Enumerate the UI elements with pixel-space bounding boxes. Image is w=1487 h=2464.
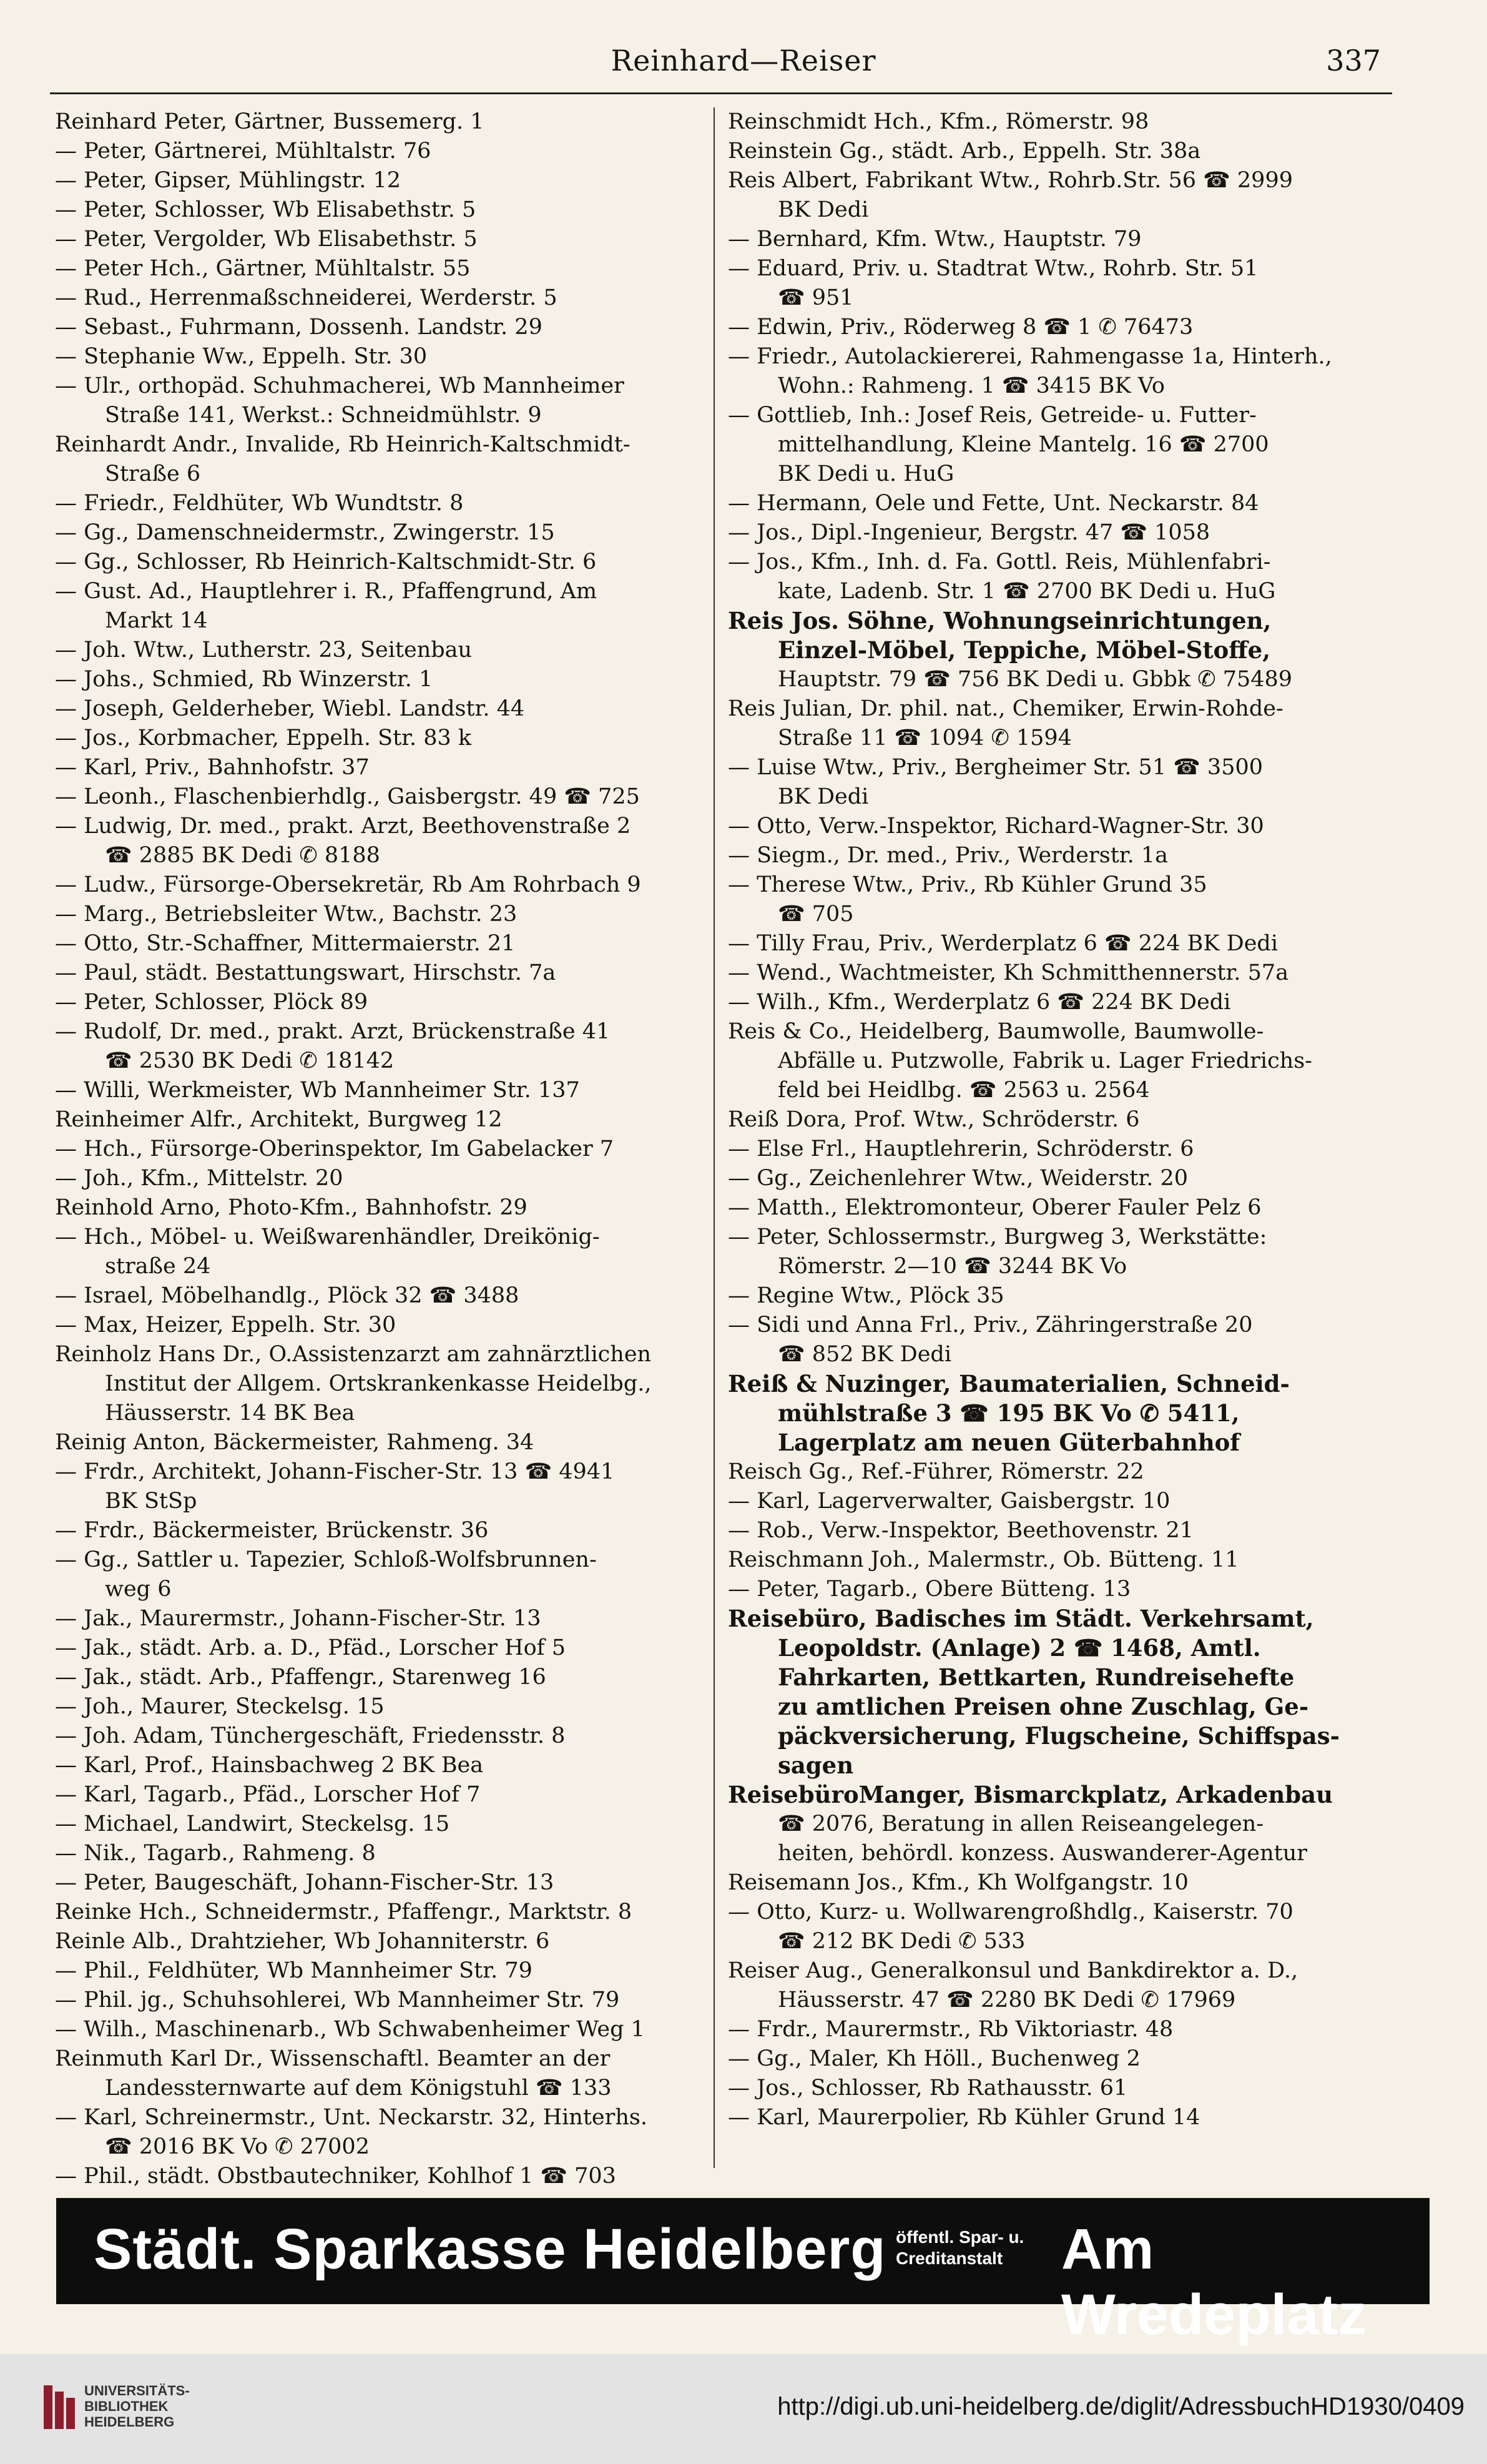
directory-entry: Reinheimer Alfr., Architekt, Burgweg 12 [55,1107,503,1132]
directory-entry: — Peter, Gärtnerei, Mühltalstr. 76 [55,139,431,164]
directory-entry: sagen [778,1752,854,1779]
directory-entry: — Nik., Tagarb., Rahmeng. 8 [55,1841,376,1866]
directory-entry: — Siegm., Dr. med., Priv., Werderstr. 1a [728,843,1169,868]
banner-small-line-2: Creditanstalt [896,2249,1003,2268]
directory-entry: ☎ 705 [778,902,854,927]
directory-entry: — Peter, Vergolder, Wb Elisabethstr. 5 [55,227,478,252]
page-title: Reinhard—Reiser [611,44,876,77]
directory-entry: — Karl, Tagarb., Pfäd., Lorscher Hof 7 [55,1782,481,1807]
directory-entry: Straße 11 ☎ 1094 ✆ 1594 [778,726,1072,751]
directory-entry: — Regine Wtw., Plöck 35 [728,1283,1004,1308]
directory-entry: — Jos., Dipl.-Ingenieur, Bergstr. 47 ☎ 1058 [728,520,1210,545]
directory-entry: Reinig Anton, Bäckermeister, Rahmeng. 34 [55,1430,534,1455]
directory-entry: — Gg., Schlosser, Rb Heinrich-Kaltschmidt-Str. 6 [55,549,597,574]
directory-entry: Reis & Co., Heidelberg, Baumwolle, Baumwolle- [728,1019,1264,1044]
directory-entry: — Edwin, Priv., Röderweg 8 ☎ 1 ✆ 76473 [728,315,1194,340]
directory-entry: — Bernhard, Kfm. Wtw., Hauptstr. 79 [728,227,1142,252]
directory-entry: Reinhardt Andr., Invalide, Rb Heinrich-Kaltschmidt- [55,432,631,457]
logo-line-1: UNIVERSITÄTS- [84,2383,190,2398]
directory-entry: Reinhold Arno, Photo-Kfm., Bahnhofstr. 29 [55,1195,528,1220]
directory-entry: — Jos., Schlosser, Rb Rathausstr. 61 [728,2076,1128,2101]
directory-entry: — Wend., Wachtmeister, Kh Schmitthennerstr. 57a [728,960,1289,985]
directory-entry: BK Dedi [778,197,869,222]
directory-entry: mittelhandlung, Kleine Mantelg. 16 ☎ 2700 [778,432,1269,457]
directory-entry: ☎ 212 BK Dedi ✆ 533 [778,1929,1026,1954]
directory-entry: — Stephanie Ww., Eppelh. Str. 30 [55,344,428,369]
directory-entry: ☎ 951 [778,285,854,310]
directory-entry: — Matth., Elektromonteur, Oberer Fauler Pelz 6 [728,1195,1262,1220]
viewer-footer [0,2354,1487,2464]
directory-entry: — Rob., Verw.-Inspektor, Beethovenstr. 21 [728,1518,1194,1543]
banner-address-text: Am Wredeplatz [1061,2217,1367,2347]
directory-entry: — Michael, Landwirt, Steckelsg. 15 [55,1811,450,1836]
directory-entry: — Paul, städt. Bestattungswart, Hirschstr. 7a [55,960,556,985]
directory-entry: — Gust. Ad., Hauptlehrer i. R., Pfaffengrund, Am [55,579,597,604]
directory-entry: — Gg., Maler, Kh Höll., Buchenweg 2 [728,2046,1141,2071]
directory-entry: BK StSp [105,1489,197,1514]
directory-entry: — Friedr., Feldhüter, Wb Wundtstr. 8 [55,491,464,516]
banner-main-text: Städt. Sparkasse Heidelberg [94,2217,886,2281]
directory-entry: — Joseph, Gelderheber, Wiebl. Landstr. 44 [55,696,525,721]
directory-entry: Reinke Hch., Schneidermstr., Pfaffengr., Marktstr. 8 [55,1900,632,1924]
directory-entry: — Sebast., Fuhrmann, Dossenh. Landstr. 29 [55,315,542,340]
directory-entry: Häusserstr. 14 BK Bea [105,1401,355,1426]
directory-entry: Reischmann Joh., Malermstr., Ob. Bütteng. 11 [728,1547,1239,1572]
directory-entry: — Eduard, Priv. u. Stadtrat Wtw., Rohrb. Str. 51 [728,256,1259,281]
directory-entry: ☎ 2530 BK Dedi ✆ 18142 [105,1048,395,1073]
directory-entry: mühlstraße 3 ☎ 195 BK Vo ✆ 5411, [778,1399,1240,1427]
directory-entry: Landessternwarte auf dem Königstuhl ☎ 133 [105,2076,612,2101]
banner-small-text [896,2227,1024,2269]
directory-entry: — Phil., Feldhüter, Wb Mannheimer Str. 79 [55,1958,532,1983]
directory-entry: — Peter, Baugeschäft, Johann-Fischer-Str. 13 [55,1870,554,1895]
directory-entry: — Jos., Kfm., Inh. d. Fa. Gottl. Reis, Mühlenfabri- [728,549,1271,574]
directory-entry: — Otto, Verw.-Inspektor, Richard-Wagner-Str. 30 [728,814,1264,839]
directory-entry: — Peter, Schlosser, Wb Elisabethstr. 5 [55,197,476,222]
directory-entry: Reis Albert, Fabrikant Wtw., Rohrb.Str. 56 ☎ 2999 [728,168,1293,193]
directory-entry: — Else Frl., Hauptlehrerin, Schröderstr. 6 [728,1136,1194,1161]
directory-entry: — Karl, Schreinermstr., Unt. Neckarstr. 32, Hinterhs. [55,2105,647,2130]
university-logo-text [84,2383,190,2430]
directory-entry: — Wilh., Kfm., Werderplatz 6 ☎ 224 BK Dedi [728,990,1231,1015]
directory-entry: — Sidi und Anna Frl., Priv., Zähringerstraße 20 [728,1313,1253,1338]
directory-entry: Reinhard Peter, Gärtner, Bussemerg. 1 [55,109,484,134]
directory-entry: — Frdr., Bäckermeister, Brückenstr. 36 [55,1518,489,1543]
directory-entry: — Rud., Herrenmaßschneiderei, Werderstr. 5 [55,285,557,310]
directory-entry: Reisebüro, Badisches im Städt. Verkehrsamt, [728,1605,1314,1632]
directory-entry: Reinschmidt Hch., Kfm., Römerstr. 98 [728,109,1149,134]
directory-entry: päckversicherung, Flugscheine, Schiffspas- [778,1722,1340,1750]
directory-entry: — Jak., Maurermstr., Johann-Fischer-Str. 13 [55,1606,541,1631]
directory-entry: — Karl, Prof., Hainsbachweg 2 BK Bea [55,1753,484,1778]
directory-entry: Wohn.: Rahmeng. 1 ☎ 3415 BK Vo [778,373,1165,398]
directory-entry: Reis Julian, Dr. phil. nat., Chemiker, Erwin-Rohde- [728,696,1283,721]
directory-entry: — Phil. jg., Schuhsohlerei, Wb Mannheimer Str. 79 [55,1988,620,2013]
logo-line-2: BIBLIOTHEK [84,2398,169,2414]
directory-entry: — Ludw., Fürsorge-Obersekretär, Rb Am Rohrbach 9 [55,872,641,897]
directory-entry: ReisebüroManger, Bismarckplatz, Arkadenbau [728,1781,1333,1808]
directory-entry: — Jak., städt. Arb., Pfaffengr., Starenweg 16 [55,1665,546,1690]
directory-entry: feld bei Heidlbg. ☎ 2563 u. 2564 [778,1078,1150,1103]
directory-entry: — Gottlieb, Inh.: Josef Reis, Getreide- u. Futter- [728,403,1257,428]
directory-entry: — Hch., Möbel- u. Weißwarenhändler, Dreikönig- [55,1225,600,1249]
directory-entry: — Willi, Werkmeister, Wb Mannheimer Str. 137 [55,1078,580,1103]
directory-entry: — Therese Wtw., Priv., Rb Kühler Grund 35 [728,872,1207,897]
directory-entry: — Leonh., Flaschenbierhdlg., Gaisbergstr. 49 ☎ 725 [55,784,640,809]
directory-entry: Institut der Allgem. Ortskrankenkasse Heidelbg., [105,1371,652,1396]
directory-entry: Reinmuth Karl Dr., Wissenschaftl. Beamter an der [55,2046,611,2071]
directory-entry: — Joh. Wtw., Lutherstr. 23, Seitenbau [55,638,473,663]
directory-entry: — Wilh., Maschinenarb., Wb Schwabenheimer Weg 1 [55,2017,645,2042]
directory-entry: — Peter, Schlosser, Plöck 89 [55,990,368,1015]
directory-entry: Lagerplatz am neuen Güterbahnhof [778,1429,1240,1456]
university-logo-icon [44,2385,75,2429]
directory-entry: Leopoldstr. (Anlage) 2 ☎ 1468, Amtl. [778,1634,1261,1662]
directory-entry: ☎ 852 BK Dedi [778,1342,952,1367]
directory-entry: Straße 141, Werkst.: Schneidmühlstr. 9 [105,403,542,428]
directory-entry: Hauptstr. 79 ☎ 756 BK Dedi u. Gbbk ✆ 75489 [778,667,1293,692]
directory-entry: — Otto, Str.-Schaffner, Mittermaierstr. 21 [55,931,516,956]
directory-entry: — Rudolf, Dr. med., prakt. Arzt, Brückenstraße 41 [55,1019,611,1044]
directory-entry: ☎ 2885 BK Dedi ✆ 8188 [105,843,380,868]
left-column [55,107,698,2189]
directory-entry: — Gg., Damenschneidermstr., Zwingerstr. 15 [55,520,555,545]
logo-line-3: HEIDELBERG [84,2414,175,2430]
directory-entry: — Karl, Priv., Bahnhofstr. 37 [55,755,370,780]
directory-entry: — Hch., Fürsorge-Oberinspektor, Im Gabelacker 7 [55,1136,614,1161]
directory-entry: — Jos., Korbmacher, Eppelh. Str. 83 k [55,726,472,751]
directory-entry: Reisch Gg., Ref.-Führer, Römerstr. 22 [728,1459,1144,1484]
directory-entry: Römerstr. 2—10 ☎ 3244 BK Vo [778,1254,1127,1279]
directory-entry: — Peter, Schlossermstr., Burgweg 3, Werkstätte: [728,1225,1267,1249]
right-column [728,107,1371,2168]
directory-entry: — Max, Heizer, Eppelh. Str. 30 [55,1313,396,1338]
directory-entry: — Phil., städt. Obstbautechniker, Kohlhof 1 ☎ 703 [55,2164,616,2189]
directory-entry: Fahrkarten, Bettkarten, Rundreisehefte [778,1663,1295,1691]
directory-entry: Einzel-Möbel, Teppiche, Möbel-Stoffe, [778,636,1271,664]
directory-entry: — Frdr., Architekt, Johann-Fischer-Str. 13 ☎ 4941 [55,1459,615,1484]
directory-entry: straße 24 [105,1254,211,1279]
directory-entry: Reinle Alb., Drahtzieher, Wb Johanniterstr. 6 [55,1929,550,1954]
directory-entry: — Israel, Möbelhandlg., Plöck 32 ☎ 3488 [55,1283,519,1308]
directory-entry: — Luise Wtw., Priv., Bergheimer Str. 51 ☎ 3500 [728,755,1264,780]
page-header [0,39,1487,95]
directory-entry: Reisemann Jos., Kfm., Kh Wolfgangstr. 10 [728,1870,1189,1895]
directory-entry: — Otto, Kurz- u. Wollwarengroßhdlg., Kaiserstr. 70 [728,1900,1293,1924]
directory-entry: — Jak., städt. Arb. a. D., Pfäd., Lorscher Hof 5 [55,1635,566,1660]
directory-entry: BK Dedi [778,784,869,809]
directory-entry: heiten, behördl. konzess. Auswanderer-Agentur [778,1841,1308,1866]
directory-entry: Reiser Aug., Generalkonsul und Bankdirektor a. D., [728,1958,1298,1983]
directory-entry: ☎ 2076, Beratung in allen Reiseangelegen- [778,1811,1264,1836]
directory-entry: — Frdr., Maurermstr., Rb Viktoriastr. 48 [728,2017,1174,2042]
directory-entry: — Peter, Gipser, Mühlingstr. 12 [55,168,401,193]
directory-entry: — Peter Hch., Gärtner, Mühltalstr. 55 [55,256,471,281]
directory-entry: — Karl, Lagerverwalter, Gaisbergstr. 10 [728,1489,1170,1514]
directory-entry: Reiß Dora, Prof. Wtw., Schröderstr. 6 [728,1107,1140,1132]
column-divider [714,107,715,2168]
directory-entry: — Joh., Kfm., Mittelstr. 20 [55,1166,343,1191]
directory-entry: Straße 6 [105,461,201,486]
directory-entry: Reinholz Hans Dr., O.Assistenzarzt am zahnärztlichen [55,1342,652,1367]
directory-entry: — Peter, Tagarb., Obere Bütteng. 13 [728,1577,1131,1602]
directory-entry: weg 6 [105,1577,172,1602]
directory-entry: Häusserstr. 47 ☎ 2280 BK Dedi ✆ 17969 [778,1988,1236,2013]
page-number: 337 [1326,44,1381,77]
directory-entry: — Tilly Frau, Priv., Werderplatz 6 ☎ 224 BK Dedi [728,931,1278,956]
directory-entry: — Joh. Adam, Tünchergeschäft, Friedensstr. 8 [55,1723,566,1748]
directory-entry: — Gg., Sattler u. Tapezier, Schloß-Wolfsbrunnen- [55,1547,597,1572]
directory-entry: Markt 14 [105,608,208,633]
directory-entry: Reis Jos. Söhne, Wohnungseinrichtungen, [728,607,1272,634]
directory-entry: — Hermann, Oele und Fette, Unt. Neckarstr. 84 [728,491,1259,516]
directory-entry: — Friedr., Autolackiererei, Rahmengasse 1a, Hinterh., [728,344,1332,369]
header-rule [50,92,1392,94]
directory-entry: Reiß & Nuzinger, Baumaterialien, Schneid- [728,1370,1290,1397]
directory-entry: Reinstein Gg., städt. Arb., Eppelh. Str. 38a [728,139,1201,164]
directory-entry: — Ludwig, Dr. med., prakt. Arzt, Beethovenstraße 2 [55,814,631,839]
directory-entry: BK Dedi u. HuG [778,461,955,486]
sparkasse-banner [56,2198,1430,2347]
directory-entry: — Gg., Zeichenlehrer Wtw., Weiderstr. 20 [728,1166,1189,1191]
directory-entry: — Johs., Schmied, Rb Winzerstr. 1 [55,667,433,692]
directory-entry: ☎ 2016 BK Vo ✆ 27002 [105,2134,370,2159]
directory-entry: — Joh., Maurer, Steckelsg. 15 [55,1694,385,1719]
directory-entry: — Marg., Betriebsleiter Wtw., Bachstr. 23 [55,902,518,927]
source-url-link[interactable]: http://digi.ub.uni-heidelberg.de/diglit/AdressbuchHD1930/0409 [777,2393,1465,2420]
banner-small-line-1: öffentl. Spar- u. [896,2227,1024,2247]
directory-entry: Abfälle u. Putzwolle, Fabrik u. Lager Friedrichs- [778,1048,1312,1073]
directory-entry: zu amtlichen Preisen ohne Zuschlag, Ge- [778,1693,1309,1720]
directory-entry: kate, Ladenb. Str. 1 ☎ 2700 BK Dedi u. HuG [778,579,1276,604]
directory-entry: — Ulr., orthopäd. Schuhmacherei, Wb Mannheimer [55,373,624,398]
directory-entry: — Karl, Maurerpolier, Rb Kühler Grund 14 [728,2105,1200,2130]
